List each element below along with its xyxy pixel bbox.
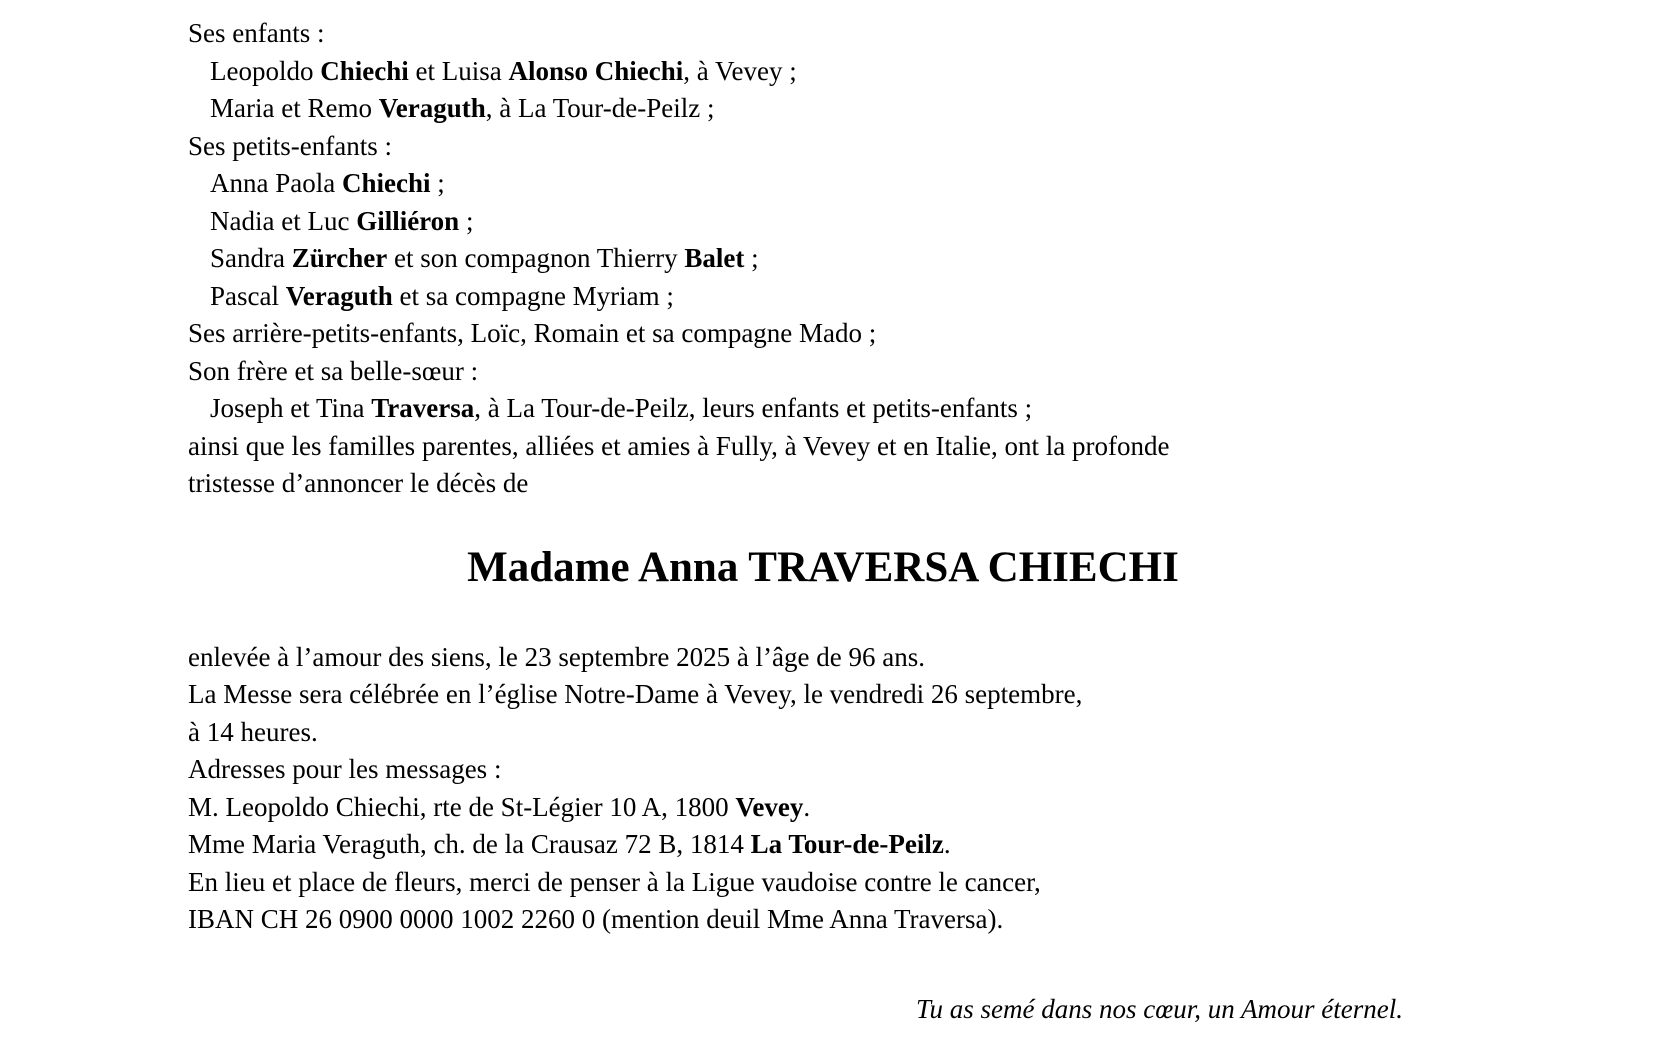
emphasized-name: Veraguth bbox=[285, 280, 393, 311]
emphasized-name: Balet bbox=[684, 243, 745, 273]
text-segment: M. Leopoldo Chiechi, rte de St-Légier 10 A, 1800 bbox=[188, 791, 736, 822]
text-line bbox=[188, 789, 1403, 827]
text-line bbox=[188, 203, 1403, 241]
text-line bbox=[188, 240, 1403, 278]
text-segment: Sandra bbox=[210, 243, 292, 273]
text-segment: ; bbox=[459, 205, 474, 236]
emphasized-name: Zürcher bbox=[291, 243, 388, 273]
text-line bbox=[188, 714, 1403, 752]
text-line bbox=[188, 278, 1403, 316]
text-line bbox=[188, 676, 1403, 714]
text-segment: ; bbox=[430, 168, 445, 198]
text-segment: ainsi que les familles parentes, alliées et amies à Fully, à Vevey et en Italie, ont la profonde bbox=[188, 430, 1170, 461]
emphasized-name: Veraguth bbox=[378, 93, 486, 123]
text-segment: et sa compagne Myriam ; bbox=[392, 280, 674, 311]
text-line bbox=[188, 53, 1403, 91]
text-segment: , à Vevey ; bbox=[683, 55, 797, 86]
ceremony-details bbox=[188, 639, 1403, 939]
text-line bbox=[188, 165, 1403, 203]
text-segment: , à La Tour-de-Peilz ; bbox=[485, 93, 715, 123]
text-line bbox=[188, 90, 1403, 128]
emphasized-name: Gilliéron bbox=[356, 205, 460, 236]
text-line bbox=[188, 428, 1403, 466]
text-segment: enlevée à l’amour des siens, le 23 septembre 2025 à l’âge de 96 ans. bbox=[188, 641, 925, 672]
deceased-name-title: Madame Anna TRAVERSA CHIECHI bbox=[467, 543, 1179, 591]
text-segment: et son compagnon Thierry bbox=[387, 243, 685, 273]
text-segment: ; bbox=[744, 243, 759, 273]
text-line bbox=[188, 901, 1403, 939]
family-list bbox=[188, 15, 1403, 503]
text-line bbox=[188, 353, 1403, 391]
text-segment: , à La Tour-de-Peilz, leurs enfants et petits-enfants ; bbox=[474, 393, 1033, 423]
text-segment: Anna Paola bbox=[210, 168, 342, 198]
text-line bbox=[188, 15, 1403, 53]
text-line bbox=[188, 128, 1403, 166]
emphasized-name: Chiechi bbox=[341, 168, 431, 198]
text-line bbox=[188, 864, 1403, 902]
text-segment: Ses enfants : bbox=[188, 18, 325, 48]
emphasized-name: Chiechi bbox=[320, 55, 409, 86]
text-segment: Joseph et Tina bbox=[210, 393, 372, 423]
text-segment: Maria et Remo bbox=[210, 93, 379, 123]
text-line bbox=[188, 751, 1403, 789]
emphasized-name: Traversa bbox=[371, 393, 475, 423]
text-segment: Mme Maria Veraguth, ch. de la Crausaz 72 B, 1814 bbox=[188, 829, 751, 859]
text-segment: Son frère et sa belle-sœur : bbox=[188, 355, 479, 386]
emphasized-name: Vevey bbox=[735, 791, 804, 822]
text-segment: Nadia et Luc bbox=[210, 205, 357, 236]
text-segment: Ses arrière-petits-enfants, Loïc, Romain et sa compagne Mado ; bbox=[188, 318, 877, 348]
text-segment: à 14 heures. bbox=[188, 716, 318, 747]
text-segment: Adresses pour les messages : bbox=[188, 754, 502, 784]
emphasized-name: La Tour-de-Peilz bbox=[750, 829, 944, 859]
text-segment: et Luisa bbox=[408, 55, 509, 86]
emphasized-name: Alonso Chiechi bbox=[508, 55, 684, 86]
text-line bbox=[188, 315, 1403, 353]
text-line bbox=[188, 390, 1403, 428]
memorial-quote: Tu as semé dans nos cœur, un Amour éternel. bbox=[915, 993, 1403, 1024]
text-segment: . bbox=[943, 829, 951, 859]
text-segment: Ses petits-enfants : bbox=[188, 130, 392, 161]
text-segment: La Messe sera célébrée en l’église Notre-Dame à Vevey, le vendredi 26 septembre, bbox=[188, 679, 1083, 709]
text-segment: En lieu et place de fleurs, merci de penser à la Ligue vaudoise contre le cancer, bbox=[188, 866, 1041, 897]
text-line bbox=[188, 465, 1403, 503]
text-segment: tristesse d’annoncer le décès de bbox=[188, 468, 529, 498]
text-segment: Leopoldo bbox=[210, 55, 321, 86]
text-segment: Pascal bbox=[210, 280, 286, 311]
text-segment: IBAN CH 26 0900 0000 1002 2260 0 (mention deuil Mme Anna Traversa). bbox=[188, 904, 1004, 934]
text-line bbox=[188, 826, 1403, 864]
text-line bbox=[188, 639, 1403, 677]
text-segment: . bbox=[803, 791, 811, 822]
obituary-content bbox=[188, 15, 1403, 1028]
